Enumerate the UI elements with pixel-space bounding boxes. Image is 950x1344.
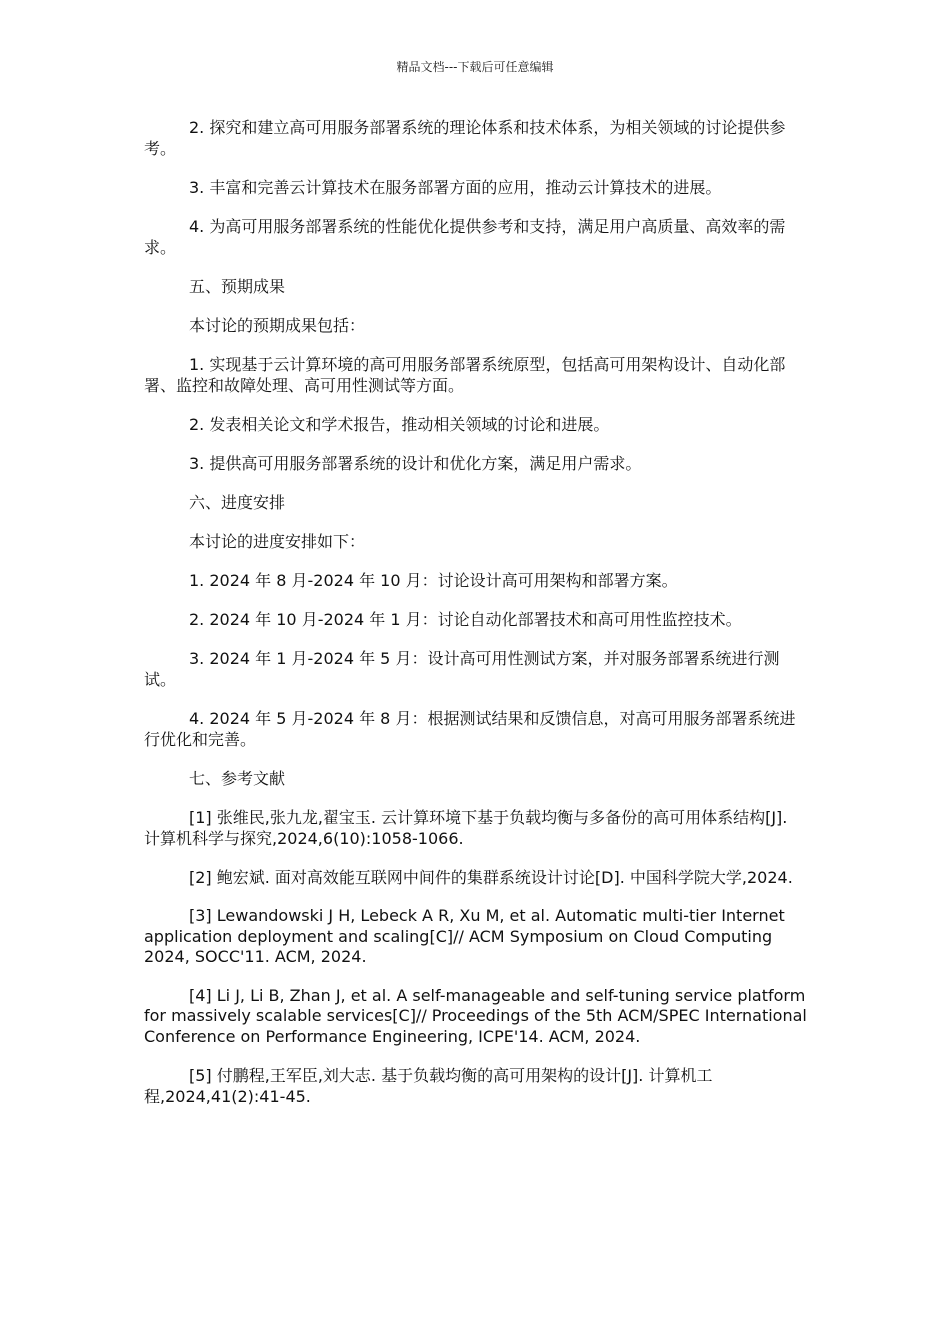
paragraph-schedule-intro: 本讨论的进度安排如下： (189, 532, 366, 551)
section-heading-schedule: 六、进度安排 (189, 493, 286, 512)
paragraph-result-3: 3. 提供高可用服务部署系统的设计和优化方案，满足用户需求。 (189, 454, 642, 473)
paragraph-schedule-4: 4. 2024 年 5 月-2024 年 8 月：根据测试结果和反馈信息，对高可用服务部署系统进行优化和完善。 (144, 709, 796, 749)
reference-4: [4] Li J, Li B, Zhan J, et al. A self-manageable and self-tuning service platform for massively scalable services[C]// Proceedings of the 5th ACM/SPEC International Conference on Performance Engineering, ICPE'14. ACM, 2024. (144, 985, 807, 1046)
paragraph-goal-2: 2. 探究和建立高可用服务部署系统的理论体系和技术体系，为相关领域的讨论提供参考。 (144, 118, 786, 158)
reference-2: [2] 鲍宏斌. 面对高效能互联网中间件的集群系统设计讨论[D]. 中国科学院大学,2024. (189, 868, 793, 887)
paragraph-goal-3: 3. 丰富和完善云计算技术在服务部署方面的应用，推动云计算技术的进展。 (189, 178, 722, 197)
page-header: 精品文档---下载后可任意编辑 (396, 60, 554, 74)
paragraph-result-1: 1. 实现基于云计算环境的高可用服务部署系统原型，包括高可用架构设计、自动化部署、监控和故障处理、高可用性测试等方面。 (144, 355, 786, 395)
paragraph-result-2: 2. 发表相关论文和学术报告，推动相关领域的讨论和进展。 (189, 415, 610, 434)
paragraph-goal-4: 4. 为高可用服务部署系统的性能优化提供参考和支持，满足用户高质量、高效率的需求。 (144, 217, 786, 257)
reference-5: [5] 付鹏程,王军臣,刘大志. 基于负载均衡的高可用架构的设计[J]. 计算机工程,2024,41(2):41-45. (144, 1066, 713, 1106)
paragraph-schedule-2: 2. 2024 年 10 月-2024 年 1 月：讨论自动化部署技术和高可用性监控技术。 (189, 610, 742, 629)
paragraph-results-intro: 本讨论的预期成果包括： (189, 316, 366, 335)
paragraph-schedule-1: 1. 2024 年 8 月-2024 年 10 月：讨论设计高可用架构和部署方案。 (189, 571, 678, 590)
paragraph-schedule-3: 3. 2024 年 1 月-2024 年 5 月：设计高可用性测试方案，并对服务部署系统进行测试。 (144, 649, 780, 689)
section-heading-expected-results: 五、预期成果 (189, 277, 286, 296)
reference-3: [3] Lewandowski J H, Lebeck A R, Xu M, et al. Automatic multi-tier Internet application deployment and scaling[C]// ACM Symposium on Cloud Computing 2024, SOCC'11. ACM, 2024. (144, 906, 785, 966)
section-heading-references: 七、参考文献 (189, 769, 286, 788)
document-body (144, 117, 808, 1125)
reference-1: [1] 张维民,张九龙,翟宝玉. 云计算环境下基于负载均衡与多备份的高可用体系结构[J]. 计算机科学与探究,2024,6(10):1058-1066. (144, 808, 788, 848)
